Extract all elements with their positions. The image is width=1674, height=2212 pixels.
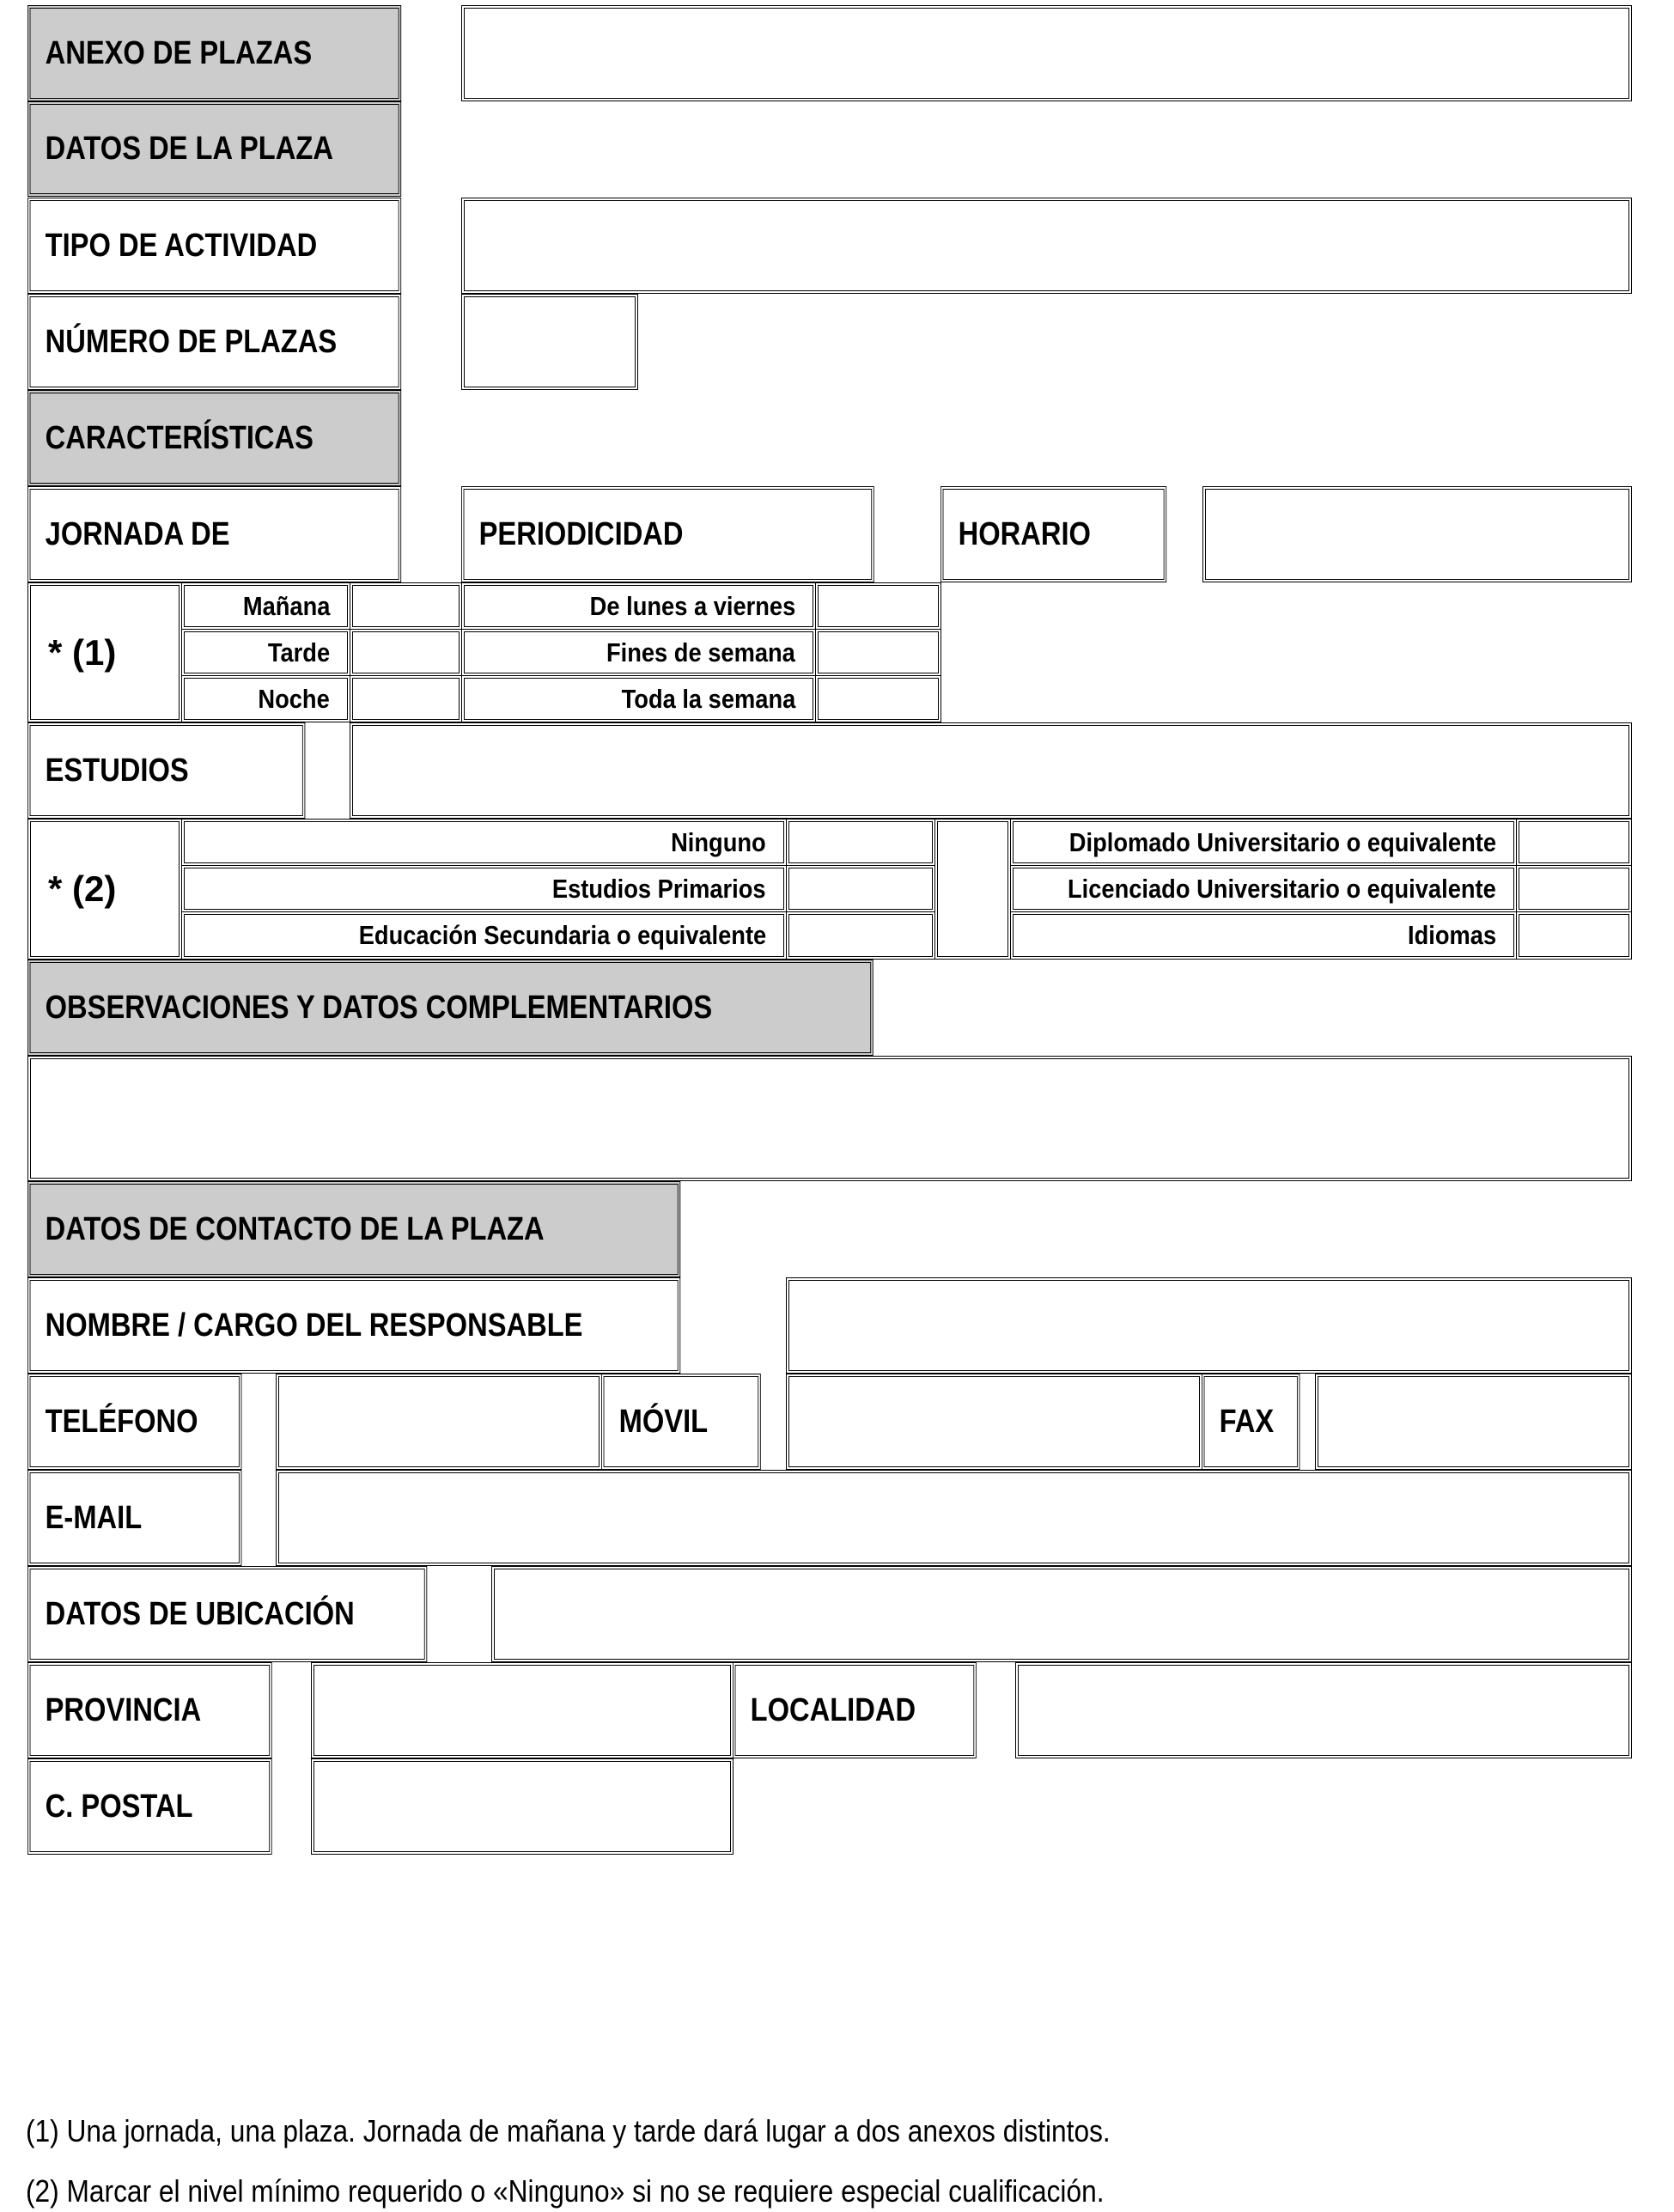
email-field[interactable]: [276, 1470, 1632, 1566]
c-postal-field[interactable]: [311, 1758, 734, 1855]
ref-1-text: * (1): [48, 631, 117, 673]
estudios-field[interactable]: [350, 722, 1632, 819]
estudios-option-idiomas-text: Idiomas: [1407, 920, 1496, 950]
jornada-checkbox-noche[interactable]: [350, 675, 462, 722]
jornada-option-noche: [181, 675, 350, 722]
ref-1-marker: [27, 582, 182, 722]
observaciones-field[interactable]: [27, 1056, 1632, 1181]
periodicidad-option-toda-semana-text: Toda la semana: [621, 683, 795, 714]
datos-ubicacion-label: DATOS DE UBICACIÓN: [27, 1566, 427, 1662]
estudios-spacer: [934, 819, 1011, 960]
estudios-checkbox-ninguno[interactable]: [786, 819, 935, 866]
periodicidad-option-fines-semana: [461, 629, 816, 676]
estudios-label: ESTUDIOS: [27, 722, 305, 819]
localidad-label: LOCALIDAD: [733, 1662, 977, 1758]
periodicidad-label: PERIODICIDAD: [461, 486, 874, 582]
movil-label: MÓVIL: [601, 1374, 761, 1470]
jornada-option-noche-text: Noche: [258, 683, 330, 714]
estudios-option-secundaria-text: Educación Secundaria o equivalente: [358, 920, 766, 950]
estudios-checkbox-secundaria[interactable]: [786, 911, 935, 960]
observaciones-label: OBSERVACIONES Y DATOS COMPLEMENTARIOS: [27, 960, 874, 1056]
estudios-option-licenciado-text: Licenciado Universitario o equivalente: [1068, 873, 1496, 904]
datos-contacto-label: DATOS DE CONTACTO DE LA PLAZA: [27, 1181, 680, 1277]
jornada-option-manana: [181, 582, 350, 630]
horario-label: HORARIO: [940, 486, 1166, 582]
fax-field[interactable]: [1315, 1374, 1632, 1470]
fax-label: FAX: [1202, 1374, 1300, 1470]
jornada-checkbox-manana[interactable]: [350, 582, 462, 630]
nombre-cargo-field[interactable]: [786, 1277, 1632, 1374]
estudios-checkbox-licenciado[interactable]: [1516, 865, 1632, 912]
estudios-option-ninguno-text: Ninguno: [671, 826, 766, 857]
numero-de-plazas-field[interactable]: [461, 294, 638, 390]
footnote-2: (2) Marcar el nivel mínimo requerido o «Ninguno» si no se requiere especial cualificación.: [26, 2173, 1105, 2209]
caracteristicas-label: CARACTERÍSTICAS: [27, 390, 401, 486]
periodicidad-checkbox-fines-semana[interactable]: [815, 629, 941, 676]
movil-field[interactable]: [786, 1374, 1202, 1470]
tipo-de-actividad-label: TIPO DE ACTIVIDAD: [27, 198, 401, 294]
telefono-label: TELÉFONO: [27, 1374, 241, 1470]
ref-2-marker: [27, 819, 182, 960]
estudios-checkbox-primarios[interactable]: [786, 865, 935, 912]
anexo-de-plazas-label: ANEXO DE PLAZAS: [27, 5, 401, 101]
datos-ubicacion-field[interactable]: [491, 1566, 1632, 1662]
estudios-option-ninguno: [181, 819, 787, 866]
estudios-option-primarios: [181, 865, 787, 912]
estudios-checkbox-idiomas[interactable]: [1516, 911, 1632, 960]
estudios-checkbox-diplomado[interactable]: [1516, 819, 1632, 866]
estudios-option-licenciado: [1010, 865, 1517, 912]
localidad-field[interactable]: [1015, 1662, 1632, 1758]
nombre-cargo-label: NOMBRE / CARGO DEL RESPONSABLE: [27, 1277, 680, 1374]
estudios-option-diplomado: [1010, 819, 1517, 866]
ref-2-text: * (2): [48, 868, 117, 909]
periodicidad-option-fines-semana-text: Fines de semana: [606, 637, 795, 667]
estudios-option-diplomado-text: Diplomado Universitario o equivalente: [1068, 826, 1496, 857]
provincia-label: PROVINCIA: [27, 1662, 272, 1758]
jornada-option-manana-text: Mañana: [242, 590, 330, 621]
c-postal-label: C. POSTAL: [27, 1758, 272, 1855]
periodicidad-option-toda-semana: [461, 675, 816, 722]
estudios-option-secundaria: [181, 911, 787, 960]
jornada-de-label: JORNADA DE: [27, 486, 401, 582]
jornada-option-tarde: [181, 629, 350, 676]
tipo-de-actividad-field[interactable]: [461, 198, 1632, 294]
estudios-option-idiomas: [1010, 911, 1517, 960]
footnote-1: (1) Una jornada, una plaza. Jornada de mañana y tarde dará lugar a dos anexos distintos.: [26, 2113, 1111, 2148]
estudios-option-primarios-text: Estudios Primarios: [552, 873, 766, 904]
horario-field[interactable]: [1202, 486, 1632, 582]
periodicidad-option-lunes-viernes: [461, 582, 816, 630]
telefono-field[interactable]: [276, 1374, 602, 1470]
email-label: E-MAIL: [27, 1470, 241, 1566]
numero-de-plazas-label: NÚMERO DE PLAZAS: [27, 294, 401, 390]
anexo-de-plazas-field[interactable]: [461, 5, 1632, 101]
periodicidad-checkbox-toda-semana[interactable]: [815, 675, 941, 722]
periodicidad-checkbox-lunes-viernes[interactable]: [815, 582, 941, 630]
jornada-checkbox-tarde[interactable]: [350, 629, 462, 676]
datos-de-la-plaza-label: DATOS DE LA PLAZA: [27, 101, 401, 197]
jornada-option-tarde-text: Tarde: [267, 637, 330, 667]
provincia-field[interactable]: [311, 1662, 734, 1758]
periodicidad-option-lunes-viernes-text: De lunes a viernes: [589, 590, 795, 621]
